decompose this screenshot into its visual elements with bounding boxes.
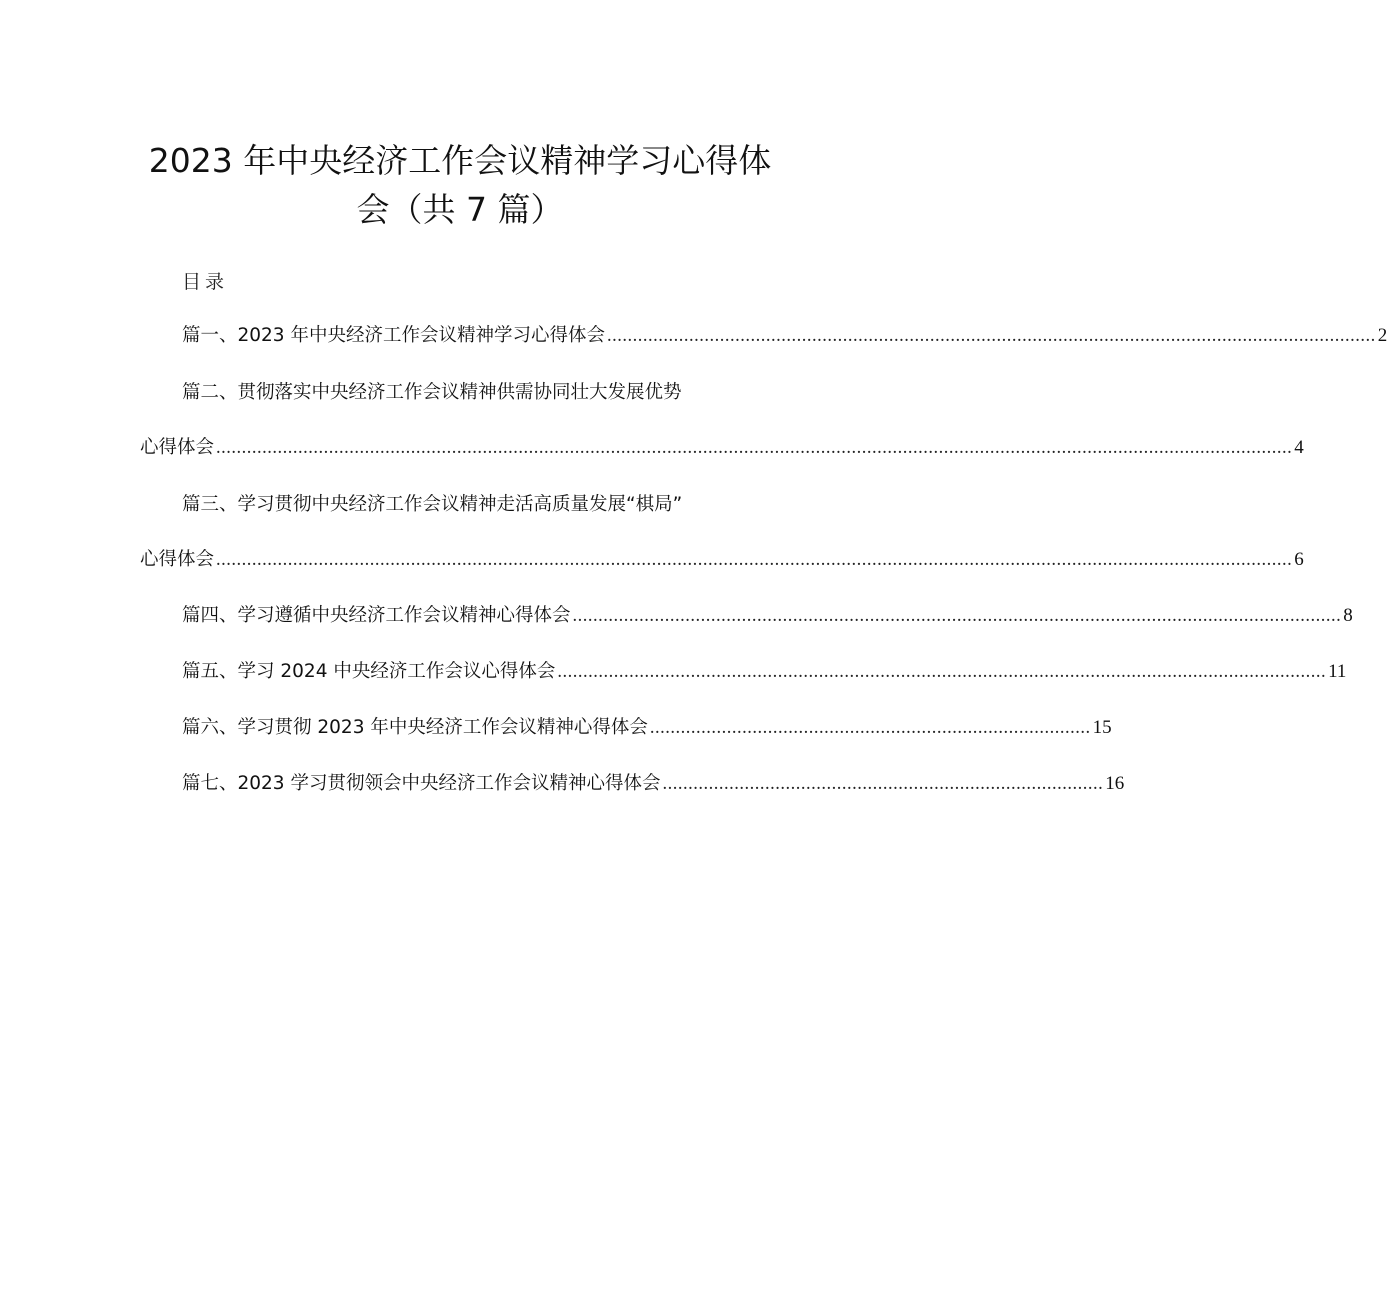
toc-leader-dots: ......................................................................................................................................................: [572, 606, 1342, 626]
toc-page-number: 16: [1105, 773, 1125, 794]
toc-heading: 目录: [182, 271, 229, 293]
toc-entry-1[interactable]: [182, 322, 1387, 350]
toc-entry-title: 心得体会: [140, 437, 215, 458]
toc-leader-dots: ......................................................................................................................................................: [557, 662, 1327, 682]
toc-page-number: 6: [1294, 549, 1304, 570]
toc-entry-title: 篇四、学习遵循中央经济工作会议精神心得体会: [182, 605, 571, 626]
document-title-line1: 2023 年中央经济工作会议精神学习心得体: [148, 141, 772, 180]
toc-entry-title: 篇六、学习贯彻 2023 年中央经济工作会议精神心得体会: [182, 717, 648, 738]
toc-entry-7[interactable]: [182, 770, 1125, 798]
toc-page-number: 11: [1328, 661, 1347, 682]
toc-entry-3-line1[interactable]: 篇三、学习贯彻中央经济工作会议精神走活高质量发展“棋局”: [182, 494, 683, 515]
toc-entry-4[interactable]: [182, 602, 1353, 630]
toc-leader-dots: ......................................................................................: [649, 718, 1091, 738]
toc-entry-title: 篇五、学习 2024 中央经济工作会议心得体会: [182, 661, 556, 682]
toc-entry-title: 篇七、2023 学习贯彻领会中央经济工作会议精神心得体会: [182, 773, 661, 794]
toc-entry-title: 篇一、2023 年中央经济工作会议精神学习心得体会: [182, 325, 605, 346]
toc-leader-dots: ......................................................................................: [662, 774, 1104, 794]
toc-entry-6[interactable]: [182, 714, 1112, 742]
toc-page-number: 15: [1092, 717, 1112, 738]
toc-entry-2-line1[interactable]: 篇二、贯彻落实中央经济工作会议精神供需协同壮大发展优势: [182, 382, 682, 403]
document-title-line2: 会（共 7 篇）: [356, 190, 564, 229]
toc-page-number: 8: [1343, 605, 1353, 626]
toc-entry-5[interactable]: [182, 658, 1347, 686]
toc-page-number: 4: [1294, 437, 1304, 458]
toc-entry-2[interactable]: [140, 434, 1304, 462]
toc-leader-dots: ..................................................................................................................................................................................................................: [216, 438, 1293, 458]
toc-leader-dots: ..................................................................................................................................................................................................................: [216, 550, 1293, 570]
toc-leader-dots: ......................................................................................................................................................: [606, 326, 1376, 346]
toc-page-number: 2: [1377, 325, 1387, 346]
toc-entry-title: 心得体会: [140, 549, 215, 570]
toc-entry-3[interactable]: [140, 546, 1304, 574]
